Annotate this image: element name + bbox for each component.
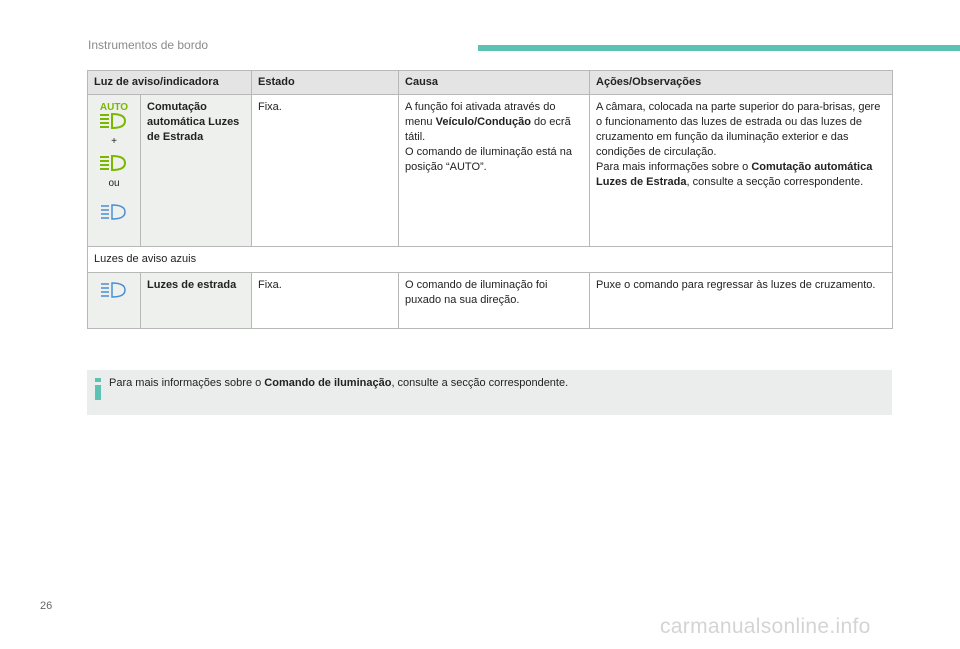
note-reference: Comando de iluminação — [264, 377, 392, 389]
auto-text: AUTO — [99, 102, 129, 113]
info-note — [87, 370, 892, 415]
column-header: Luz de aviso/indicadora — [88, 71, 252, 95]
icon-cell — [88, 273, 141, 329]
table-header-row — [88, 71, 893, 95]
section-title: Instrumentos de bordo — [88, 38, 209, 52]
column-header: Causa — [399, 71, 590, 95]
note-text-part: , consulte a secção correspondente. — [391, 377, 569, 389]
cause-cell: O comando de iluminação foi puxado na sua direção. — [399, 273, 590, 329]
cause-cell — [399, 95, 590, 247]
table-row — [88, 95, 893, 247]
header-accent-bar — [478, 45, 960, 51]
section-label: Luzes de aviso azuis — [88, 247, 893, 273]
high-beam-blue-icon — [97, 279, 131, 303]
indicator-label: Luzes de estrada — [141, 273, 252, 329]
section-row — [88, 247, 893, 273]
state-cell: Fixa. — [252, 95, 399, 247]
actions-cell: Puxe o comando para regressar às luzes de cruzamento. — [590, 273, 893, 329]
note-text — [109, 377, 568, 389]
actions-cell — [590, 95, 893, 247]
info-icon — [93, 378, 103, 400]
feature-reference: Comutação automática Luzes de Estrada — [596, 161, 873, 188]
column-header: Estado — [252, 71, 399, 95]
warning-lights-table — [87, 70, 893, 329]
actions-text: , consulte a secção correspondente. — [686, 176, 864, 188]
note-text-part: Para mais informações sobre o — [109, 377, 265, 389]
or-label: ou — [108, 178, 120, 189]
actions-text: A câmara, colocada na parte superior do para-brisas, gere o funcionamento das luzes de estrada ou das luzes de cruzamento em função da iluminação exterior e das condições de circulação. — [596, 101, 881, 158]
cause-text: do ecrã tátil. — [405, 116, 571, 143]
actions-text: Para mais informações sobre o — [596, 161, 752, 173]
high-beam-green-icon — [97, 153, 131, 173]
cause-text: A função foi ativada através do menu — [405, 101, 556, 128]
indicator-label: Comutação automática Luzes de Estrada — [141, 95, 252, 247]
cause-text: O comando de iluminação está na posição “AUTO”. — [405, 146, 572, 173]
watermark: carmanualsonline.info — [660, 615, 871, 638]
state-cell: Fixa. — [252, 273, 399, 329]
plus-sign: + — [111, 136, 117, 147]
table-row — [88, 273, 893, 329]
icon-cell — [88, 95, 141, 247]
high-beam-blue-icon — [97, 201, 131, 225]
menu-reference: Veículo/Condução — [435, 116, 531, 128]
auto-high-beam-icon — [97, 101, 131, 131]
column-header: Ações/Observações — [590, 71, 893, 95]
page-number: 26 — [40, 600, 53, 612]
